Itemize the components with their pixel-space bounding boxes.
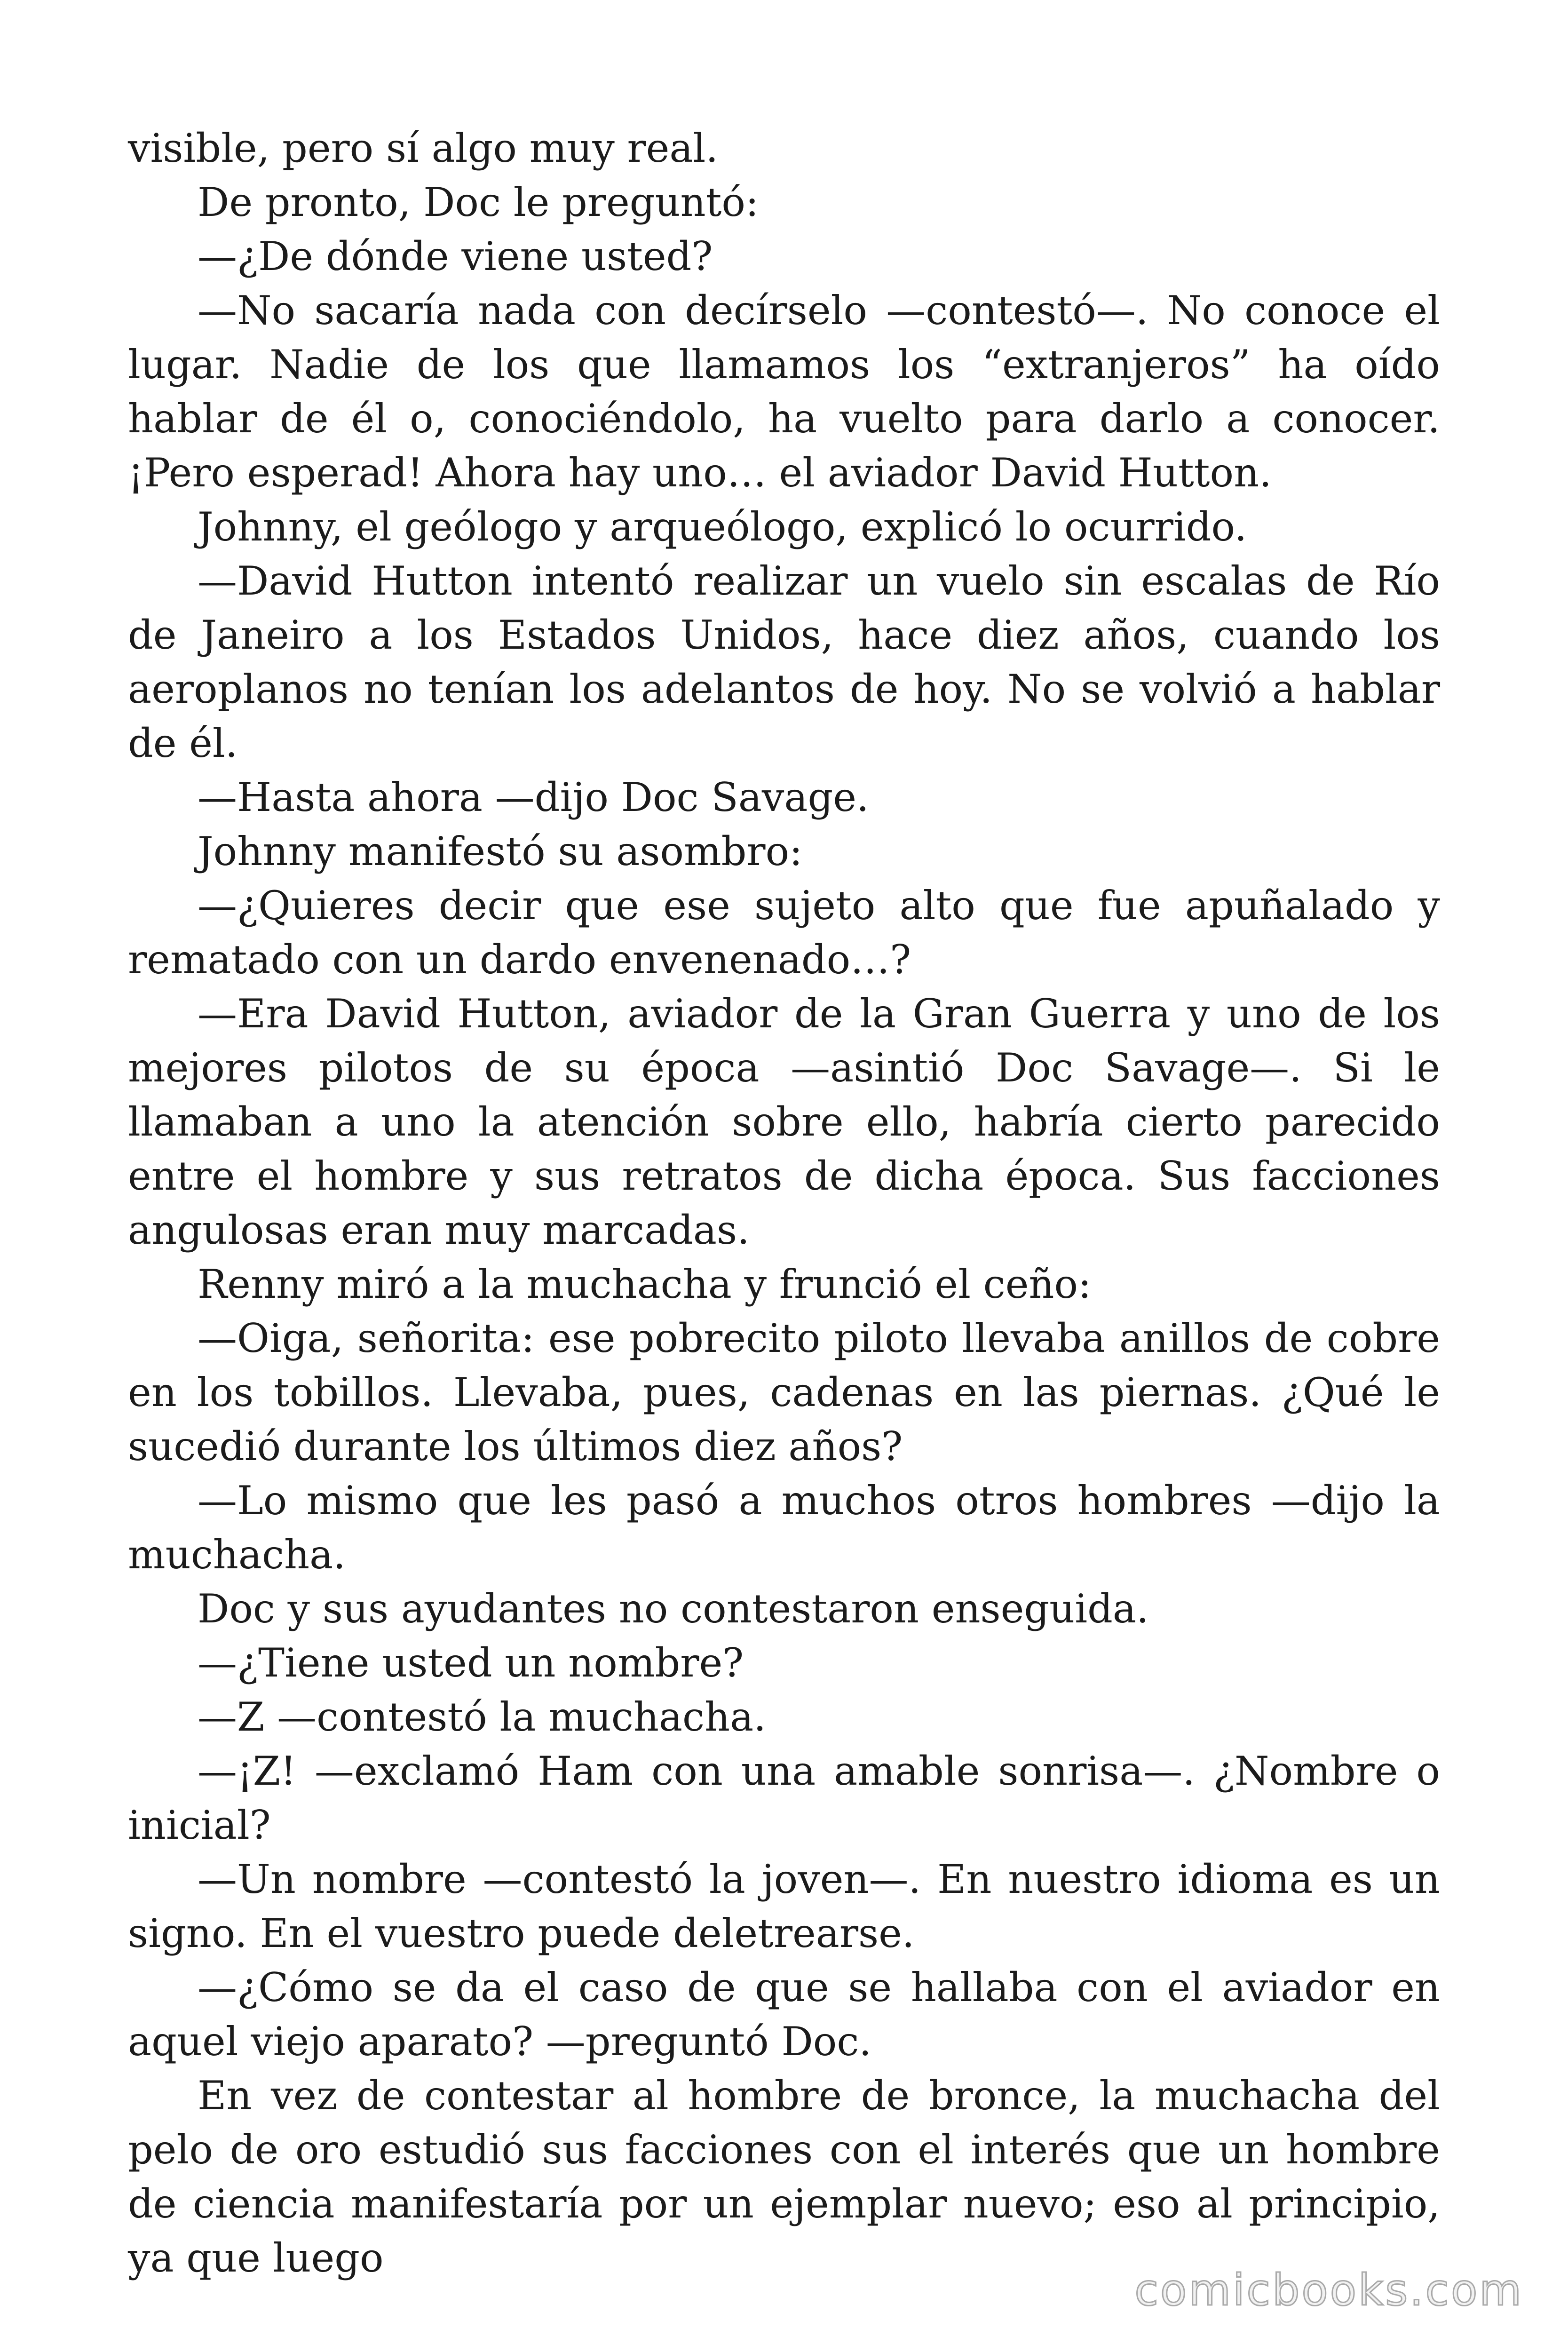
paragraph-9: —¿Quieres decir que ese sujeto alto que fue apuñalado y rematado con un dardo envenenado…? — [128, 882, 1440, 983]
paragraph-6: —David Hutton intentó realizar un vuelo sin escalas de Río de Janeiro a los Estados Unidos, hace diez años, cuando los aeroplanos no tenían los adelantos de hoy. No se volvió a hablar de él. — [128, 558, 1440, 766]
paragraph-11: Renny miró a la muchacha y frunció el ceño: — [198, 1261, 1092, 1307]
paragraph-3: —¿De dónde viene usted? — [198, 233, 713, 279]
paragraph-17: —¡Z! —exclamó Ham con una amable sonrisa—. ¿Nombre o inicial? — [128, 1748, 1440, 1848]
paragraph-1: visible, pero sí algo muy real. — [128, 125, 719, 171]
paragraph-8: Johnny manifestó su asombro: — [198, 828, 803, 874]
paragraph-14: Doc y sus ayudantes no contestaron enseguida. — [198, 1586, 1149, 1632]
paragraph-20: En vez de contestar al hombre de bronce, la muchacha del pelo de oro estudió sus facciones con el interés que un hombre de ciencia manifestaría por un ejemplar nuevo; eso al principio, ya que luego — [128, 2073, 1440, 2281]
paragraph-18: —Un nombre —contestó la joven—. En nuestro idioma es un signo. En el vuestro puede deletrearse. — [128, 1856, 1440, 1956]
paragraph-19: —¿Cómo se da el caso de que se hallaba con el aviador en aquel viejo aparato? —preguntó Doc. — [128, 1964, 1440, 2065]
paragraph-10: —Era David Hutton, aviador de la Gran Guerra y uno de los mejores pilotos de su época —asintió Doc Savage—. Si le llamaban a uno la atención sobre ello, habría cierto parecido entre el hombre y sus retratos de dicha época. Sus facciones angulosas eran muy marcadas. — [128, 991, 1440, 1253]
paragraph-4: —No sacaría nada con decírselo —contestó—. No conoce el lugar. Nadie de los que llamamos los “extranjeros” ha oído hablar de él o, conociéndolo, ha vuelto para darlo a conocer. ¡Pero esperad! Ahora hay uno… el aviador David Hutton. — [128, 287, 1440, 496]
paragraph-15: —¿Tiene usted un nombre? — [198, 1640, 744, 1686]
paragraph-7: —Hasta ahora —dijo Doc Savage. — [198, 774, 869, 820]
paragraph-5: Johnny, el geólogo y arqueólogo, explicó lo ocurrido. — [198, 504, 1247, 550]
paragraph-12: —Oiga, señorita: ese pobrecito piloto llevaba anillos de cobre en los tobillos. Llevaba, pues, cadenas en las piernas. ¿Qué le sucedió durante los últimos diez años? — [128, 1315, 1440, 1470]
paragraph-2: De pronto, Doc le preguntó: — [198, 179, 759, 225]
paragraph-13: —Lo mismo que les pasó a muchos otros hombres —dijo la muchacha. — [128, 1478, 1440, 1578]
site-watermark: comicbooks.com — [1134, 2265, 1523, 2315]
body-text — [128, 121, 1440, 2285]
paragraph-16: —Z —contestó la muchacha. — [198, 1694, 766, 1740]
